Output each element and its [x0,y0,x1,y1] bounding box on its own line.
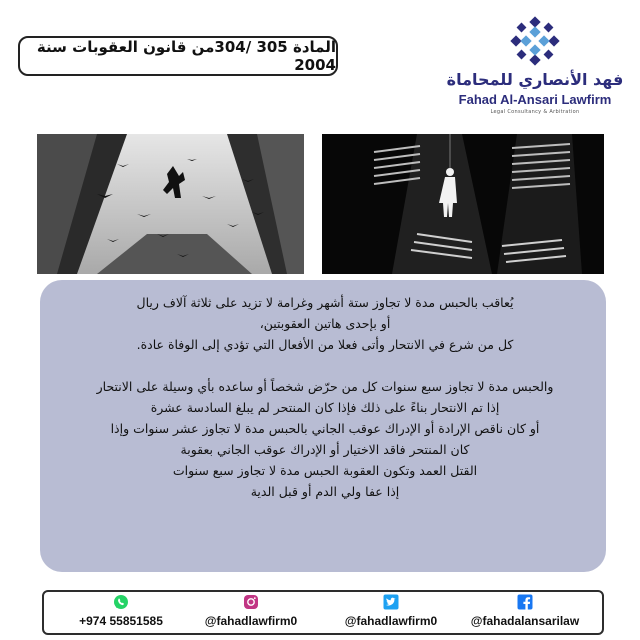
facebook-icon [517,594,533,610]
whatsapp-icon [113,594,129,610]
falling-man-photo [37,134,304,274]
facebook-contact[interactable] [460,594,590,634]
instagram-handle: @fahadlawfirm0 [204,614,298,628]
law-line: والحبس مدة لا تجاوز سبع سنوات كل من حرّض شخصاً أو ساعده بأي وسيلة على الانتحار [96,379,554,394]
article-title-box [18,36,338,76]
firm-name-english: Fahad Al-Ansari Lawfirm [458,92,612,107]
article-title: المادة 305 /304من قانون العقوبات سنة 2004 [36,38,336,74]
instagram-icon [243,594,259,610]
law-text [60,292,590,502]
law-line: كان المنتحر فاقد الاختيار أو الإدراك عوقب الجاني بعقوبة [180,442,470,457]
hanging-figure-dark-room-photo [322,134,604,274]
facebook-handle: @fahadalansarilaw [470,614,580,628]
firm-tagline: Legal Consultancy & Arbitration [490,109,580,115]
law-line: أو بإحدى هاتين العقوبتين، [259,316,391,331]
twitter-contact[interactable] [326,594,456,634]
twitter-handle: @fahadlawfirm0 [344,614,438,628]
law-line: القتل العمد وتكون العقوبة الحبس مدة لا تجاوز سبع سنوات [172,463,478,478]
instagram-contact[interactable] [186,594,316,634]
law-line: إذا تم الانتحار بناءً على ذلك فإذا كان المنتحر لم يبلغ السادسة عشرة [150,400,500,415]
whatsapp-number: +974 55851585 [79,614,163,628]
law-line: إذا عفا ولي الدم أو قبل الدية [250,484,400,499]
hanging-figure-photo [322,134,604,274]
twitter-icon [383,594,399,610]
contact-footer [42,590,604,635]
law-line: يُعاقب بالحبس مدة لا تجاوز ستة أشهر وغرامة لا تزيد على ثلاثة آلاف ريال [136,295,514,310]
law-line: أو كان ناقص الإرادة أو الإدراك عوقب الجاني بالحبس مدة لا تجاوز عشر سنوات وإذا [110,421,540,436]
law-line: كل من شرع في الانتحار وأتى فعلا من الأفعال التي تؤدي إلى الوفاة عادة. [136,337,514,352]
paragraph-gap [60,355,590,376]
firm-name-arabic: فهد الأنصاري للمحاماة [446,70,624,89]
whatsapp-contact[interactable] [56,594,186,634]
firm-logo [440,12,630,115]
firm-logo-mark-icon [510,16,560,66]
falling-man-birds-photo [37,134,304,274]
